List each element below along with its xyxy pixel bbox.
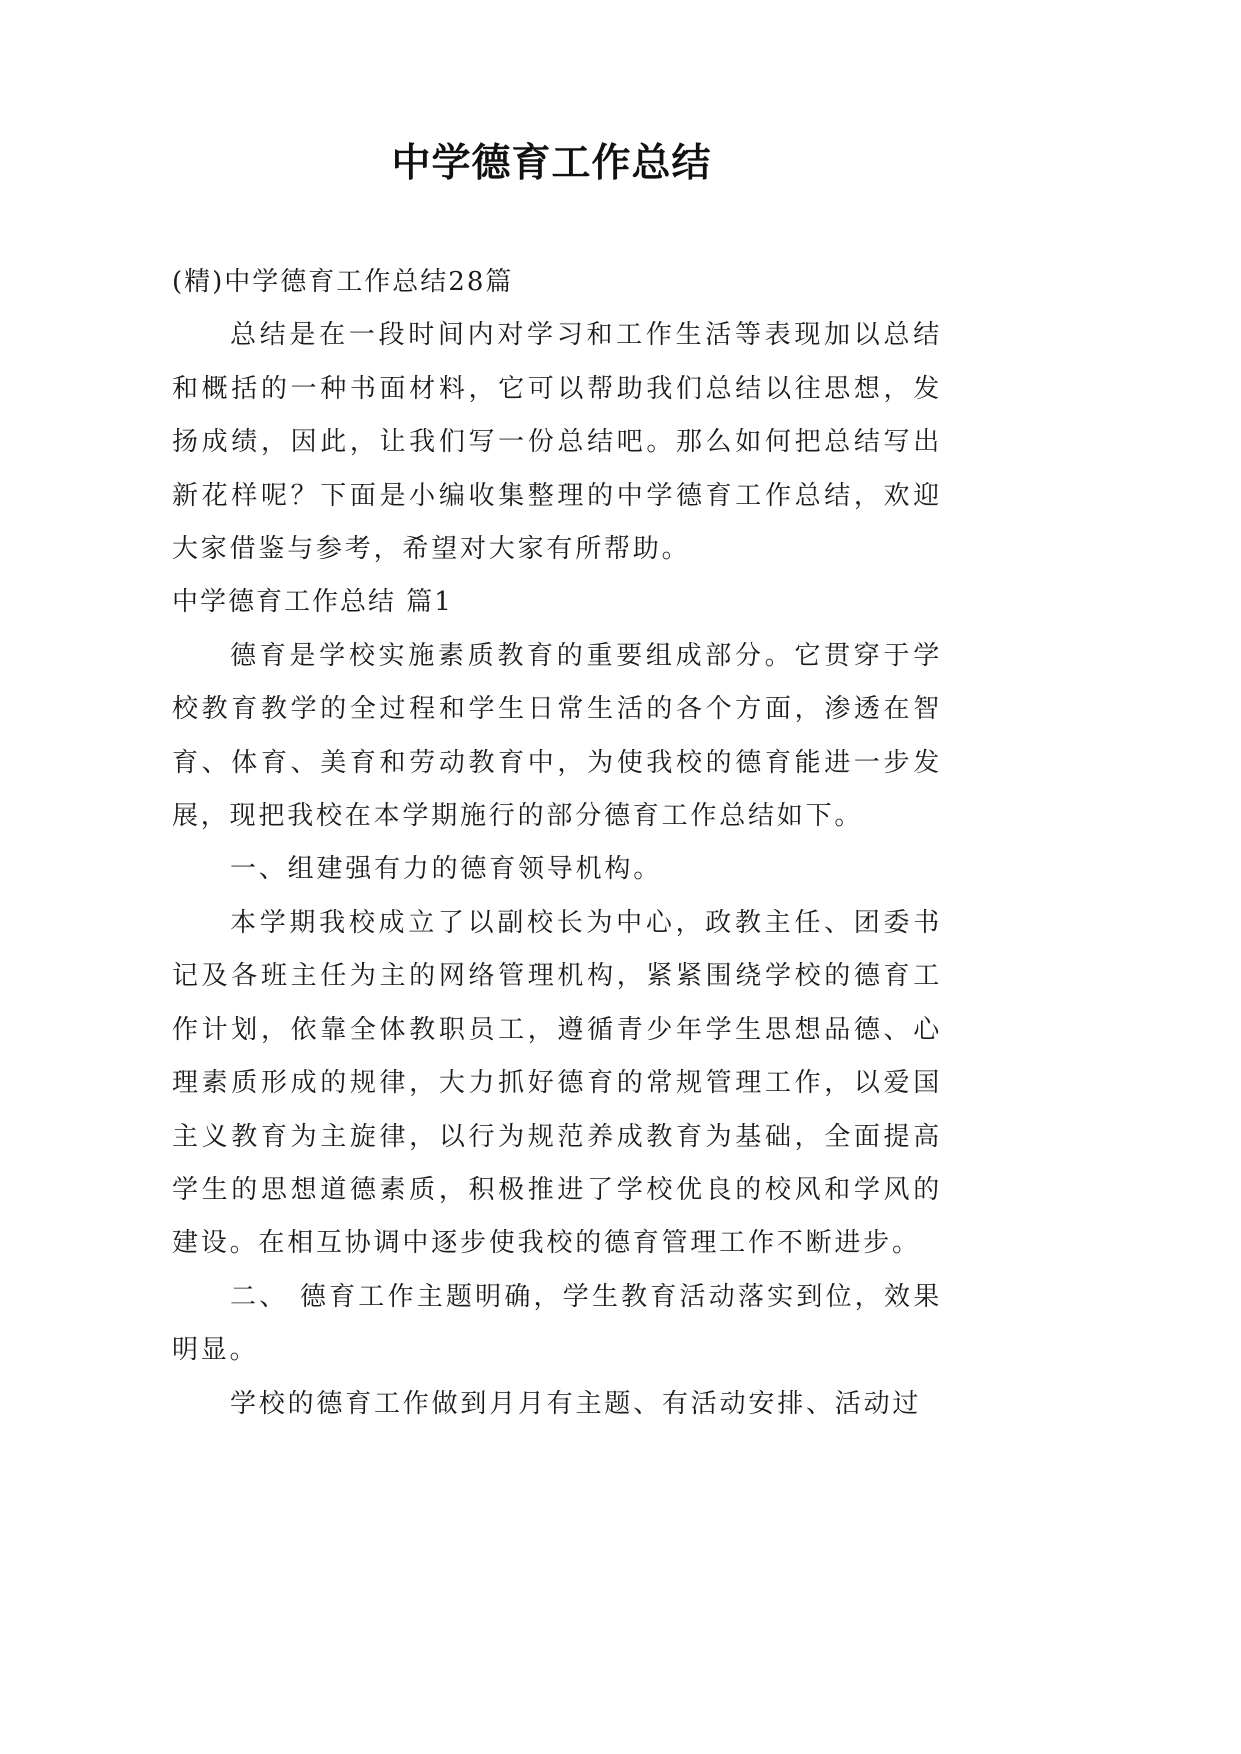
- subtitle-line: (精)中学德育工作总结28篇: [172, 267, 514, 297]
- body-paragraph: 学校的德育工作做到月月有主题、有活动安排、活动过: [230, 1388, 922, 1419]
- document-body: [172, 256, 942, 1431]
- intro-paragraph: 总结是在一段时间内对学习和工作生活等表现加以总结和概括的一种书面材料，它可以帮助我们总结以往思想，发扬成绩，因此，让我们写一份总结吧。那么如何把总结写出新花样呢？下面是小编收集整理的中学德育工作总结，欢迎大家借鉴与参考，希望对大家有所帮助。: [172, 320, 942, 565]
- body-paragraph: 本学期我校成立了以副校长为中心，政教主任、团委书记及各班主任为主的网络管理机构，紧紧围绕学校的德育工作计划，依靠全体教职员工，遵循青少年学生思想品德、心理素质形成的规律，大力抓好德育的常规管理工作，以爱国主义教育为主旋律，以行为规范养成教育为基础，全面提高学生的思想道德素质，积极推进了学校优良的校风和学风的建设。在相互协调中逐步使我校的德育管理工作不断进步。: [172, 907, 942, 1259]
- numbered-heading: 一、组建强有力的德育领导机构。: [230, 854, 663, 885]
- document-title: 中学德育工作总结: [391, 141, 712, 186]
- section-heading: 中学德育工作总结 篇1: [172, 587, 453, 618]
- numbered-heading: 二、 德育工作主题明确，学生教育活动落实到位，效果明显。: [172, 1281, 942, 1366]
- body-paragraph: 德育是学校实施素质教育的重要组成部分。它贯穿于学校教育教学的全过程和学生日常生活的各个方面，渗透在智育、体育、美育和劳动教育中，为使我校的德育能进一步发展，现把我校在本学期施行的部分德育工作总结如下。: [172, 640, 942, 832]
